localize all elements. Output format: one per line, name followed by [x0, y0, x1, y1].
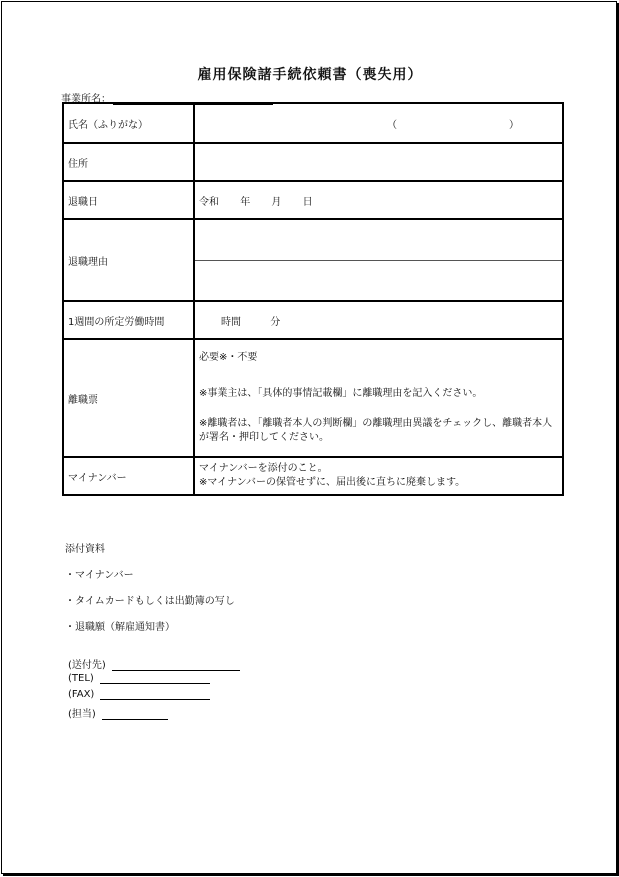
fax-label: (FAX)	[68, 689, 95, 700]
mynumber-note-2: ※マイナンバーの保管せずに、届出後に直ちに廃棄します。	[199, 477, 466, 488]
separation-label: 離職票	[63, 339, 194, 457]
separation-needed: 必要※・不要	[199, 352, 258, 363]
separation-cell	[194, 339, 563, 457]
name-row	[63, 103, 563, 143]
reason-line-1[interactable]	[195, 220, 562, 261]
contact-send-to	[68, 656, 240, 671]
era-label: 令和	[199, 196, 219, 208]
mynumber-row	[63, 457, 563, 495]
send-to-input-line[interactable]	[112, 660, 240, 671]
month-label: 月	[271, 196, 282, 208]
attachment-item: ・退職願（解雇通知書）	[65, 622, 175, 633]
hours-unit: 時間	[221, 316, 241, 328]
paren-open: （	[387, 120, 397, 131]
mynumber-text	[195, 460, 562, 492]
retire-date-fields	[195, 193, 562, 208]
attachment-item: ・タイムカードもしくは出勤簿の写し	[65, 596, 235, 607]
address-row	[63, 143, 563, 181]
hours-row	[63, 301, 563, 339]
name-label: 氏名（ふりがな）	[63, 103, 194, 143]
reason-lines	[195, 220, 562, 300]
retire-date-input-cell[interactable]	[194, 181, 563, 219]
tel-label: (TEL)	[68, 673, 94, 684]
retire-date-label: 退職日	[63, 181, 194, 219]
reason-line-2[interactable]	[195, 261, 562, 301]
hours-input-cell[interactable]	[194, 301, 563, 339]
form-page	[1, 1, 617, 874]
document-title: 雇用保険諸手続依頼書（喪失用）	[197, 67, 423, 83]
contact-person	[68, 705, 168, 720]
address-input-cell[interactable]	[194, 143, 563, 181]
request-form-table	[62, 102, 564, 496]
office-name-label: 事業所名：	[61, 94, 111, 105]
reason-label: 退職理由	[63, 219, 194, 301]
send-to-label: (送付先)	[68, 660, 106, 671]
separation-note-employer: ※事業主は、「具体的事情記載欄」に離職理由を記入ください。	[199, 388, 483, 399]
address-label: 住所	[63, 143, 194, 181]
fax-input-line[interactable]	[100, 689, 210, 700]
hours-label: 1週間の所定労働時間	[63, 301, 194, 339]
reason-input-cell[interactable]	[194, 219, 563, 301]
year-label: 年	[240, 196, 251, 208]
contact-fax	[68, 689, 210, 700]
paren-close: ）	[509, 120, 519, 131]
reason-row	[63, 219, 563, 301]
name-input-cell[interactable]	[194, 103, 563, 143]
person-label: (担当)	[68, 709, 96, 720]
contact-tel	[68, 673, 210, 684]
day-label: 日	[302, 196, 313, 208]
person-input-line[interactable]	[102, 709, 168, 720]
mynumber-note-1: マイナンバーを添付のこと。	[199, 463, 328, 474]
separation-row	[63, 339, 563, 457]
attachments-heading: 添付資料	[65, 544, 105, 555]
mynumber-label: マイナンバー	[63, 457, 194, 495]
hours-fields	[195, 313, 562, 328]
attachment-item: ・マイナンバー	[65, 570, 134, 581]
minutes-unit: 分	[270, 316, 281, 328]
mynumber-cell	[194, 457, 563, 495]
separation-text	[195, 345, 562, 451]
name-furigana-area	[195, 104, 562, 142]
tel-input-line[interactable]	[100, 673, 210, 684]
retire-date-row	[63, 181, 563, 219]
separation-note-employee: ※離職者は、「離職者本人の判断欄」の離職理由異議をチェックし、離職者本人が署名・押印してください。	[199, 418, 553, 443]
